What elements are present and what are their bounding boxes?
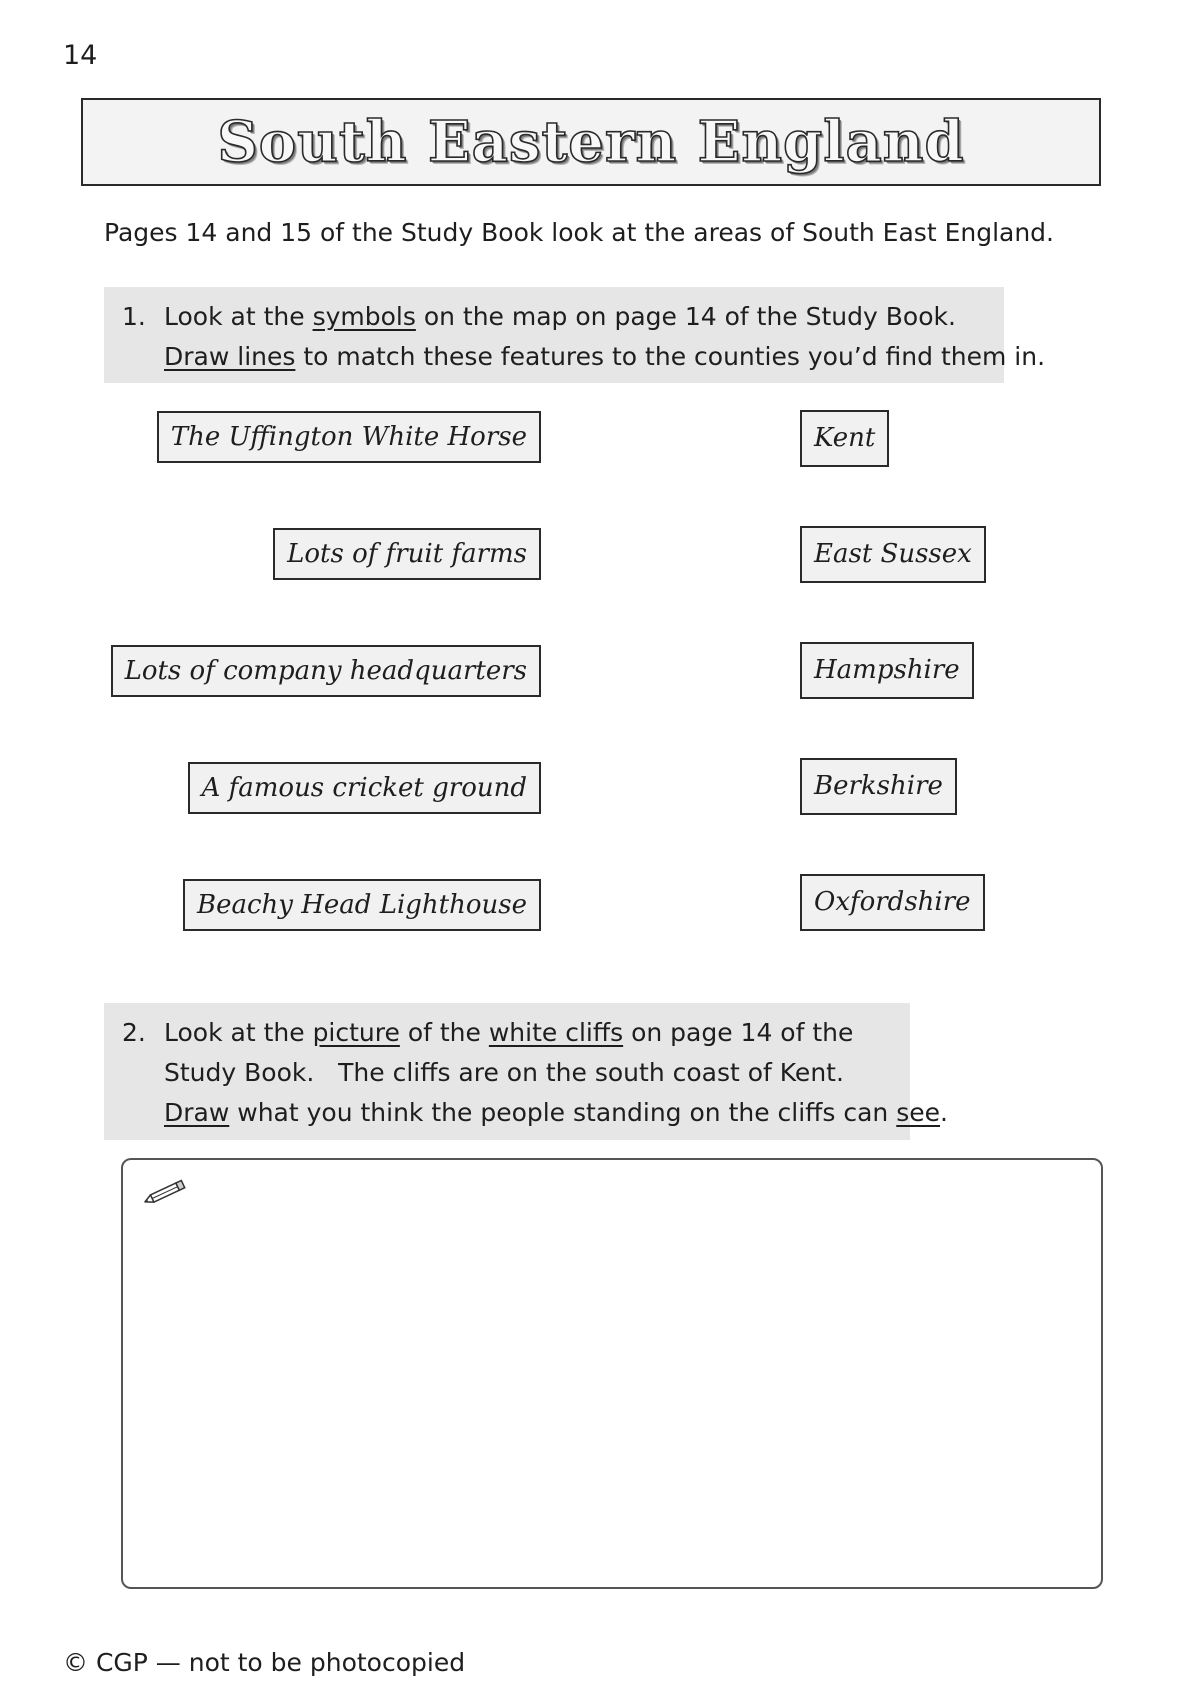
underlined-text: picture <box>312 1018 400 1047</box>
text: to match these features to the counties you’d find them in. <box>295 342 1046 371</box>
county-box[interactable]: Oxfordshire <box>800 874 985 931</box>
underlined-text: Draw lines <box>164 342 296 371</box>
question-number: 2. <box>122 1018 146 1047</box>
feature-box[interactable]: Lots of fruit farms <box>273 528 541 580</box>
question-line <box>122 1013 896 1053</box>
text: . <box>940 1098 948 1127</box>
county-box[interactable]: East Sussex <box>800 526 986 583</box>
feature-box[interactable]: A famous cricket ground <box>188 762 541 814</box>
question-2 <box>104 1003 948 1140</box>
question-line: Study Book. The cliffs are on the south coast of Kent. <box>164 1058 844 1087</box>
county-box[interactable]: Kent <box>800 410 889 467</box>
question-line <box>122 1093 948 1133</box>
county-box[interactable]: Berkshire <box>800 758 957 815</box>
text: what you think the people standing on the cliffs can <box>229 1098 897 1127</box>
underlined-text: Draw <box>164 1098 230 1127</box>
feature-box[interactable]: The Uffington White Horse <box>157 411 541 463</box>
intro-text: Pages 14 and 15 of the Study Book look at the areas of South East England. <box>104 218 1054 247</box>
text: Look at the <box>164 1018 313 1047</box>
pencil-icon <box>139 1178 189 1208</box>
underlined-text: white cliffs <box>488 1018 624 1047</box>
question-line <box>122 337 1046 377</box>
feature-box[interactable]: Lots of company headquarters <box>111 645 541 697</box>
underlined-text: symbols <box>312 302 416 331</box>
text: of the <box>399 1018 489 1047</box>
page-number: 14 <box>63 40 98 71</box>
feature-box[interactable]: Beachy Head Lighthouse <box>183 879 541 931</box>
text: on page 14 of the <box>623 1018 854 1047</box>
drawing-area[interactable] <box>121 1158 1103 1589</box>
title-banner <box>81 98 1101 186</box>
question-line <box>122 297 990 337</box>
question-number: 1. <box>122 302 146 331</box>
question-1 <box>104 287 1046 383</box>
underlined-text: see <box>896 1098 941 1127</box>
county-box[interactable]: Hampshire <box>800 642 974 699</box>
text: Look at the <box>164 302 313 331</box>
page-title: South Eastern England <box>217 109 965 175</box>
copyright-footer: © CGP — not to be photocopied <box>63 1648 466 1677</box>
text: on the map on page 14 of the Study Book. <box>415 302 956 331</box>
